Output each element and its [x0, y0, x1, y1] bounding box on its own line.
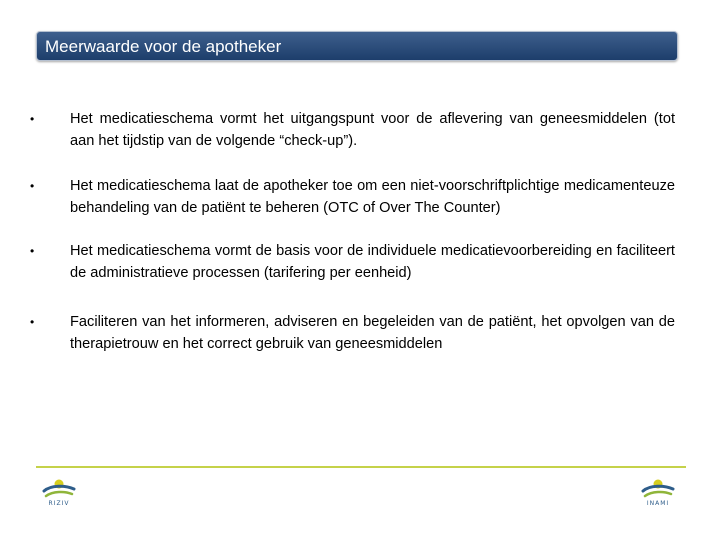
riziv-logo-label: RIZIV — [48, 500, 70, 507]
slide-title: Meerwaarde voor de apotheker — [45, 37, 282, 56]
bullet-icon: • — [30, 315, 35, 329]
bullet-icon: • — [30, 112, 35, 126]
footer-divider — [36, 466, 686, 468]
bullet-list — [30, 108, 675, 378]
riziv-logo — [39, 478, 79, 512]
bullet-text: Het medicatieschema vormt het uitgangspunt voor de aflevering van geneesmiddelen (tot aan het tijdstip van de volgende “check-up”). — [70, 111, 675, 149]
bullet-text: Het medicatieschema laat de apotheker toe om een niet-voorschriftplichtige medicamenteuze behandeling van de patiënt te beheren (OTC of Over The Counter) — [70, 178, 675, 216]
bullet-text: Faciliteren van het informeren, adviseren en begeleiden van de patiënt, het opvolgen van de therapietrouw en het correct gebruik van geneesmiddelen — [70, 314, 675, 352]
inami-logo — [638, 478, 678, 512]
bullet-item — [30, 311, 675, 355]
bullet-icon: • — [30, 244, 35, 258]
bullet-item — [30, 240, 675, 284]
riziv-logo-icon — [39, 478, 79, 500]
inami-logo-label: INAMI — [646, 500, 670, 507]
bullet-item — [30, 108, 675, 152]
bullet-item — [30, 175, 675, 219]
slide-title-bar — [36, 31, 678, 61]
inami-logo-icon — [638, 478, 678, 500]
bullet-text: Het medicatieschema vormt de basis voor de individuele medicatievoorbereiding en faciliteert de administratieve processen (tarifering per eenheid) — [70, 243, 675, 281]
bullet-icon: • — [30, 179, 35, 193]
